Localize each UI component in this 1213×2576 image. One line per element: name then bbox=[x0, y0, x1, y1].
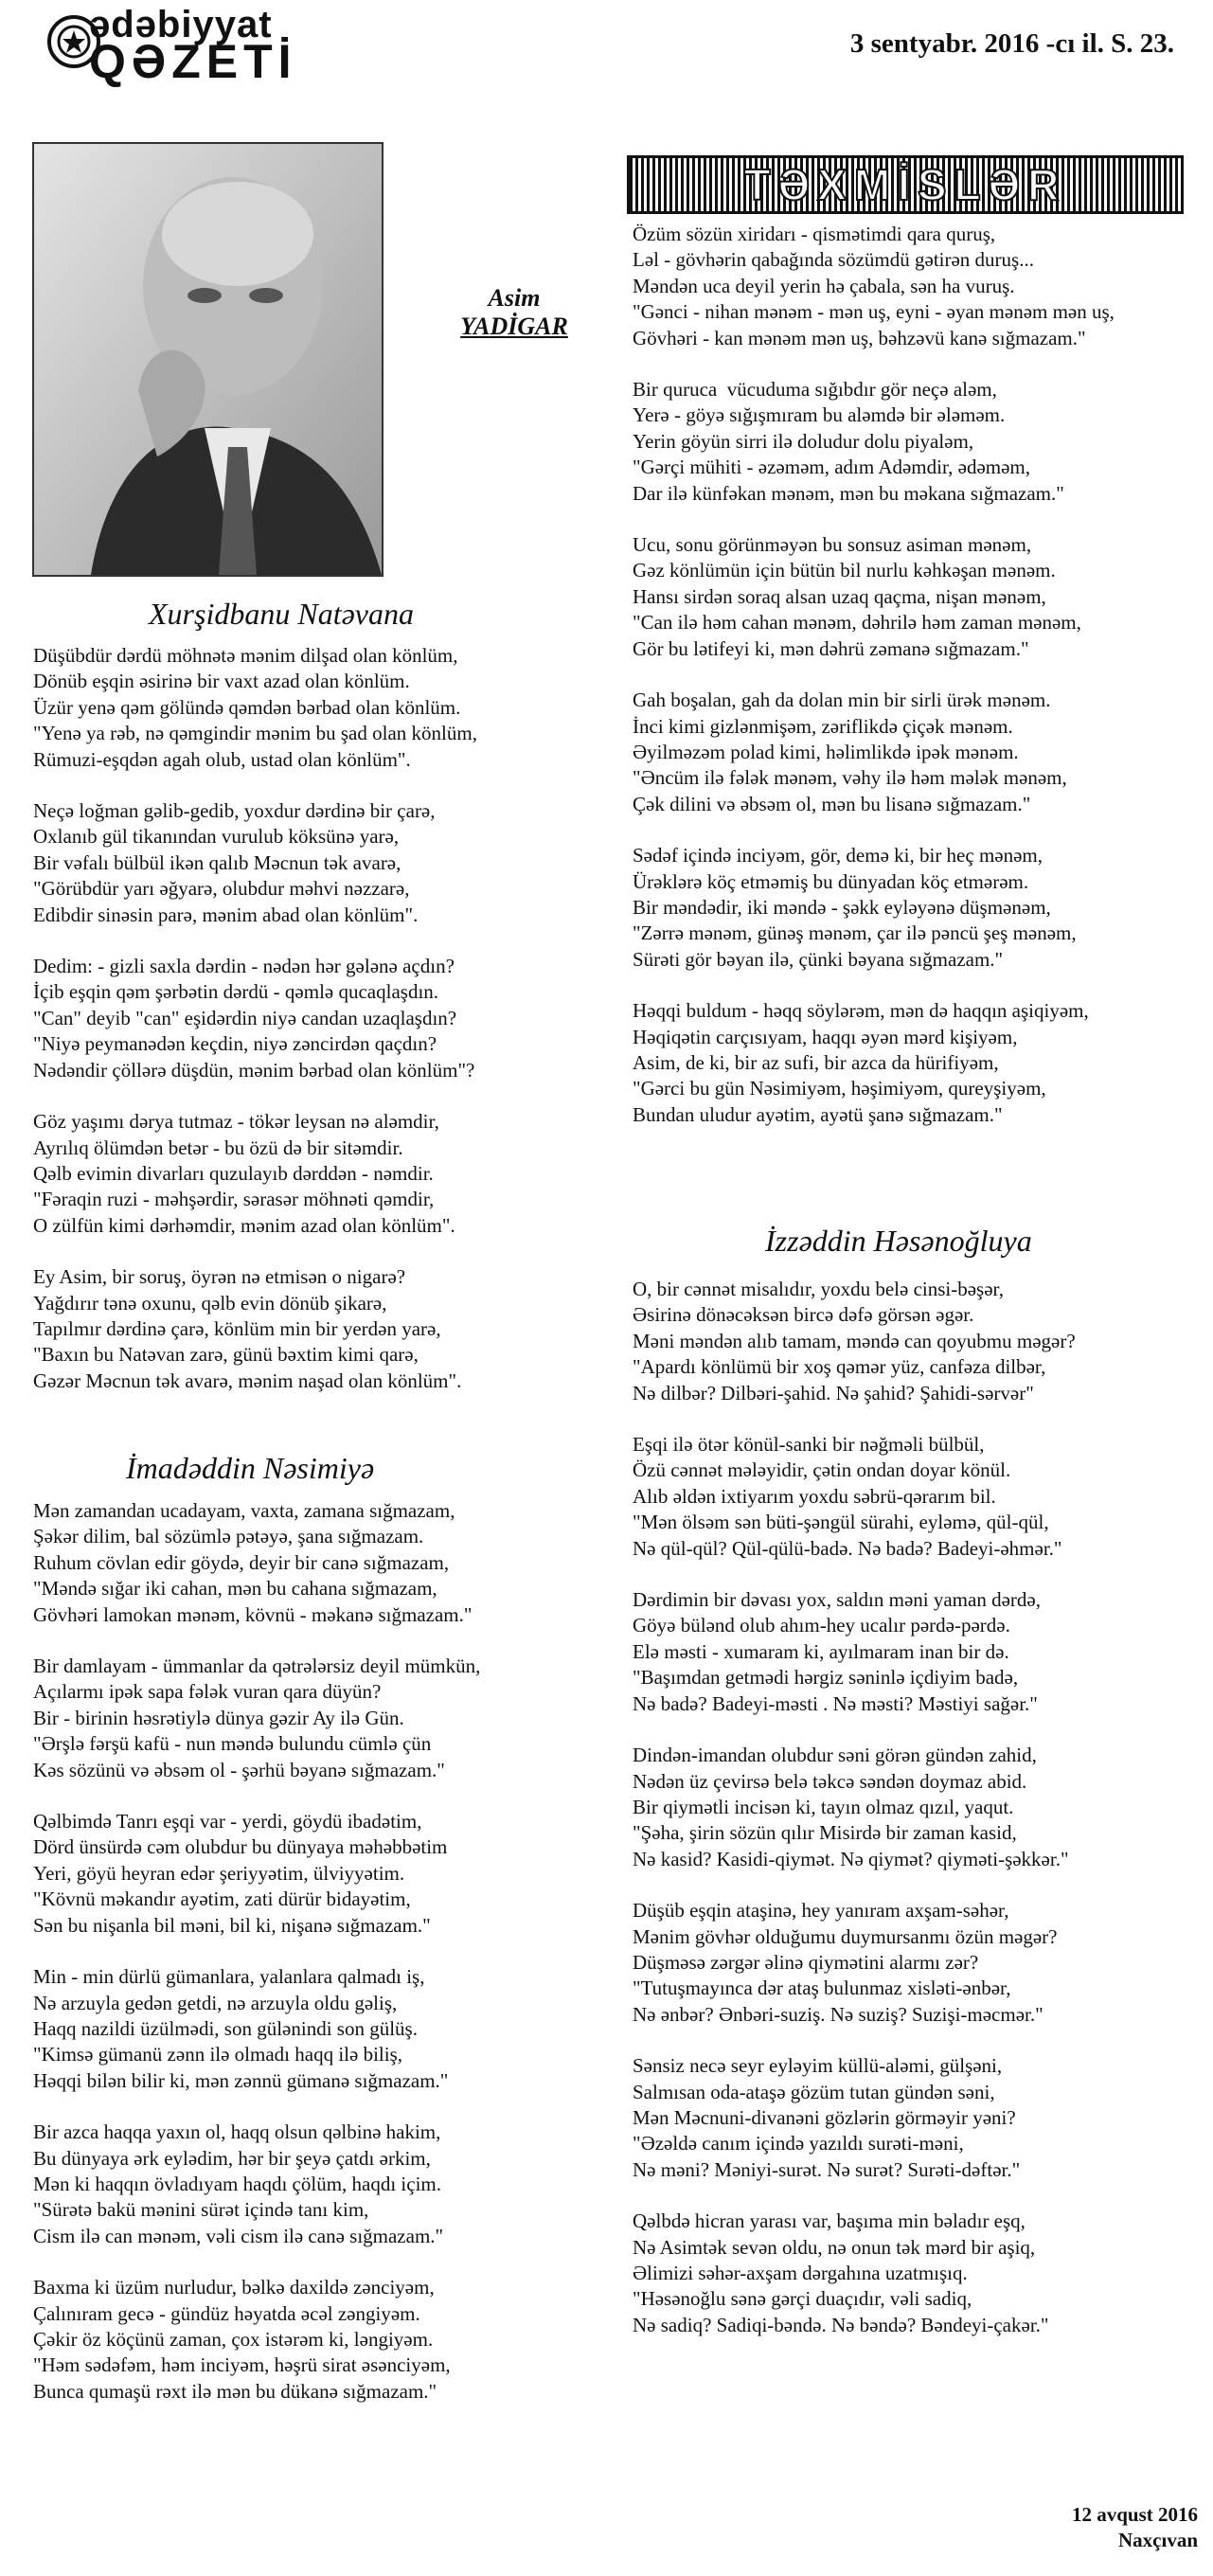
stanza bbox=[33, 1498, 480, 1628]
poem-line: "Sürətə bakü mənini sürət içində tanı kim, bbox=[33, 2198, 369, 2222]
poem-line: Eşqi ilə ötər könül-sanki bir nəğməli bülbül, bbox=[633, 1433, 985, 1457]
poem-line: Əlimizi səhər-axşam dərgahına uzatmışıq. bbox=[633, 2262, 968, 2284]
poem-line: Bir azca haqqa yaxın ol, haqq olsun qəlbinə hakim, bbox=[33, 2120, 441, 2144]
poem-line: Nə məni? Məniyi-surət. Nə surət? Surəti-dəftər." bbox=[633, 2157, 1021, 2181]
poem-line: Mən Məcnuni-divanəni gözlərin görməyir yəni? bbox=[633, 2105, 1016, 2129]
poem-line: Həqqi bilən bilir ki, mən zənnü gümanə sığmazam." bbox=[33, 2068, 449, 2092]
issue-dateline: 3 sentyabr. 2016 -cı il. S. 23. bbox=[849, 28, 1174, 59]
poem-line: Edibdir sinəsin parə, mənim abad olan könlüm". bbox=[33, 903, 419, 926]
poem-line: Bundan uludur ayətim, ayətü şanə sığmazam." bbox=[633, 1102, 1003, 1126]
poem-line: Cism ilə can mənəm, vəli cism ilə canə sığmazam." bbox=[33, 2224, 444, 2247]
poem-line: Əsirinə dönəcəksən bircə dəfə görsən əgər. bbox=[633, 1303, 974, 1327]
poem-line: Ləl - gövhərin qabağında sözümdü gətirən duruş... bbox=[633, 248, 1034, 272]
poem-line: Yerə - göyə sığışmıram bu aləmdə bir ələməm. bbox=[633, 403, 1006, 427]
stanza-gap bbox=[633, 2183, 1076, 2209]
poem-line: Nə kasid? Kasidi-qiymət. Nə qiymət? qiyməti-şəkkər." bbox=[633, 1847, 1069, 1870]
stanza bbox=[33, 954, 477, 1083]
poem-line: Min - min dürlü gümanlara, yalanlara qalmadı iş, bbox=[33, 1965, 425, 1989]
stanza bbox=[633, 843, 1115, 973]
poem-line: Haqq nazildi üzülmədi, son gülənindi son gülüş. bbox=[33, 2016, 418, 2040]
author-first-name: Asim bbox=[488, 284, 541, 312]
section-banner bbox=[627, 155, 1184, 214]
poem-line: "Kimsə gümanü zənn ilə olmadı haqq ilə biliş, bbox=[33, 2043, 402, 2066]
poem-line: "Əzəldə canım içində yazıldı surəti-məni, bbox=[633, 2132, 964, 2156]
poem-line: Nə Asimtək sevən oldu, nə onun tək mərd bir aşiq, bbox=[633, 2235, 1036, 2259]
stanza bbox=[633, 1432, 1076, 1562]
poem-line: "Can ilə həm cahan mənəm, dəhrilə həm zaman mənəm, bbox=[633, 611, 1081, 635]
stanza bbox=[33, 643, 477, 773]
poem-line: Göz yaşımı dərya tutmaz - tökər leysan nə aləmdir, bbox=[33, 1110, 439, 1134]
stanza-gap bbox=[33, 2249, 480, 2275]
poem-line: Qəlbimdə Tanrı eşqi var - yerdi, göydü ibadətim, bbox=[33, 1810, 422, 1834]
stanza bbox=[33, 2275, 480, 2405]
poem-line: "Gərçi mühiti - əzəməm, adım Adəmdir, ədəməm, bbox=[633, 456, 1031, 479]
stanza-gap bbox=[33, 1628, 480, 1654]
stanza-gap bbox=[33, 773, 477, 798]
poem-line: Gah boşalan, gah da dolan min bir sirli ürək mənəm. bbox=[633, 689, 1051, 712]
poem-line: "Fəraqin ruzi - məhşərdir, sərasər möhnəti qəmdir, bbox=[33, 1188, 435, 1211]
author-last-name: YADİGAR bbox=[460, 313, 568, 340]
stanza-gap bbox=[33, 928, 477, 954]
author-photo bbox=[32, 142, 384, 577]
poem-line: Ayrılıq ölümdən betər - bu özü də bir sitəmdir. bbox=[33, 1136, 403, 1159]
poem-line: Gəzər Məcnun tək avarə, mənim naşad olan könlüm". bbox=[33, 1368, 462, 1392]
poem-line: Tapılmır dərdinə çarə, könlüm min bir yerdən yarə, bbox=[33, 1316, 441, 1340]
stanza bbox=[633, 688, 1115, 817]
poem-line: Nədəndir çöllərə düşdün, mənim bərbad olan könlüm"? bbox=[33, 1058, 475, 1082]
poem-line: Hansı sirdən soraq alsan uzaq qaçma, nişan mənəm, bbox=[633, 584, 1046, 608]
poem-line: Mən ki haqqın övladıyam haqdı çölüm, haqdı içim. bbox=[33, 2172, 442, 2195]
poem-line: Nə sadiq? Sadiqi-bəndə. Nə bəndə? Bəndeyi-çakər." bbox=[633, 2313, 1049, 2336]
stanza bbox=[33, 1264, 477, 1394]
closing-place: Naxçıvan bbox=[1118, 2529, 1198, 2551]
poem-line: Neçə loğman gəlib-gedib, yoxdur dərdinə bir çarə, bbox=[33, 799, 436, 823]
poem-title-hesenoglu: İzzəddin Həsənoğluya bbox=[765, 1224, 1032, 1258]
poem-line: Məndən uca deyil yerin hə çabala, sən ha vuruş. bbox=[633, 274, 1015, 297]
poem-line: Dərdimin bir dəvası yox, saldın məni yaman dərdə, bbox=[633, 1588, 1041, 1612]
poem-line: Bir - birinin həsrətiylə dünya gəzir Ay ilə Gün. bbox=[33, 1706, 404, 1729]
poem-hesenoglu bbox=[633, 1277, 1076, 2338]
masthead bbox=[45, 4, 367, 88]
poem-line: Oxlanıb gül tikanından vurulub köksünə yarə, bbox=[33, 825, 400, 849]
stanza-gap bbox=[633, 2028, 1076, 2053]
poem-line: "Yenə ya rəb, nə qəmgindir mənim bu şad olan könlüm, bbox=[33, 722, 477, 745]
poem-line: Nə arzuyla gedən getdi, nə arzuyla oldu gəliş, bbox=[33, 1991, 398, 2014]
poem-line: İçib eşqin qəm şərbətin dərdü - qəmlə qucaqlaşdın. bbox=[33, 980, 439, 1004]
poem-line: Bu dünyaya ərk eylədim, hər bir şeyə çatdı ərkim, bbox=[33, 2146, 431, 2170]
poem-line: Bir vəfalı bülbül ikən qalıb Məcnun tək avarə, bbox=[33, 850, 401, 874]
poem-line: Sədəf içində inciyəm, gör, demə ki, bir heç mənəm, bbox=[633, 844, 1044, 868]
poem-line: Dönüb eşqin əsirinə bir vaxt azad olan könlüm. bbox=[33, 670, 410, 693]
poem-line: Çək dilini və əbsəm ol, mən bu lisanə sığmazam." bbox=[633, 792, 1031, 815]
poem-line: Şəkər dilim, bal sözümlə pətəyə, şana sığmazam. bbox=[33, 1525, 424, 1548]
poem-line: "Can" deyib "can" eşidərdin niyə candan uzaqlaşdın? bbox=[33, 1006, 457, 1029]
stanza-gap bbox=[633, 817, 1115, 843]
poem-line: Qəlb evimin divarları quzulayıb dərddən - nəmdir. bbox=[33, 1161, 434, 1185]
stanza bbox=[633, 1898, 1076, 2028]
section-title: TƏXMİSLƏR bbox=[743, 160, 1067, 209]
poem-line: Düşüb eşqin ataşinə, hey yanıram axşam-səhər, bbox=[633, 1899, 1009, 1923]
poem-line: Sənsiz necə seyr eyləyim küllü-aləmi, gülşəni, bbox=[633, 2054, 1003, 2078]
poem-line: "Gənci - nihan mənəm - mən uş, eyni - əyan mənəm mən uş, bbox=[633, 300, 1115, 324]
poem-line: Nə dilbər? Dilbəri-şahid. Nə şahid? Şahidi-sərvər" bbox=[633, 1381, 1034, 1404]
poem-line: Elə məsti - xumaram ki, ayılmaram inan bir də. bbox=[633, 1639, 1009, 1663]
poem-line: Sən bu nişanla bil məni, bil ki, nişanə sığmazam." bbox=[33, 1913, 431, 1937]
poem-line: "Başımdan getmədi hərgiz səninlə içdiyim badə, bbox=[633, 1666, 1019, 1690]
poem-line: "Ərşlə fərşü kafü - nun məndə bulundu cümlə çün bbox=[33, 1732, 432, 1756]
poem-title-natevan: Xurşidbanu Natəvana bbox=[149, 597, 414, 631]
stanza-gap bbox=[633, 1406, 1076, 1432]
poem-line: "Niyə peymanədən keçdin, niyə zəncirdən qaçdın? bbox=[33, 1032, 437, 1056]
poem-line: Düşübdür dərdü möhnətə mənim dilşad olan könlüm, bbox=[33, 644, 458, 667]
stanza bbox=[633, 2053, 1076, 2183]
stanza bbox=[633, 1743, 1076, 1872]
stanza bbox=[633, 2209, 1076, 2338]
poem-line: "Həm sədəfəm, həm inciyəm, həşrü sirat əsənciyəm, bbox=[33, 2353, 451, 2377]
stanza-gap bbox=[633, 507, 1115, 532]
poem-line: "Mən ölsəm sən büti-şəngül sürahi, eyləmə, qül-qül, bbox=[633, 1511, 1049, 1534]
poem-line: Nə qül-qül? Qül-qülü-badə. Nə badə? Badeyi-əhmər." bbox=[633, 1536, 1062, 1560]
poem-line: Dar ilə künfəkan mənəm, mən bu məkana sığmazam." bbox=[633, 481, 1064, 505]
poem-line: Gövhəri lamokan mənəm, kövnü - məkanə sığmazam." bbox=[33, 1602, 473, 1626]
poem-line: Yağdırır tənə oxunu, qəlb evin dönüb şikarə, bbox=[33, 1291, 387, 1315]
poem-line: Kəs sözünü və əbsəm ol - şərhü bəyanə sığmazam." bbox=[33, 1758, 445, 1781]
stanza-gap bbox=[633, 351, 1115, 377]
poem-line: Üzür yenə qəm gölündə qəmdən bərbad olan könlüm. bbox=[33, 695, 461, 719]
poem-line: Nə ənbər? Ənbəri-suziş. Nə suziş? Suzişi-məcmər." bbox=[633, 2002, 1044, 2026]
poem-line: Nədən üz çevirsə belə təkcə səndən doymaz abid. bbox=[633, 1769, 1027, 1793]
poem-line: Salmısan oda-ataşə gözüm tutan gündən səni, bbox=[633, 2080, 995, 2103]
stanza bbox=[633, 222, 1115, 351]
stanza-gap bbox=[633, 973, 1115, 998]
poem-line: Bir damlayam - ümmanlar da qətrələrsiz deyil mümkün, bbox=[33, 1655, 481, 1678]
poem-line: Gəz könlümün için bütün bil nurlu kəhkəşan mənəm. bbox=[633, 559, 1056, 582]
poem-line: Ruhum cövlan edir göydə, deyir bir canə sığmazam, bbox=[33, 1550, 450, 1574]
stanza-gap bbox=[633, 1872, 1076, 1898]
stanza bbox=[33, 1109, 477, 1239]
poem-line: Əyilməzəm polad kimi, həlimlikdə ipək mənəm. bbox=[633, 740, 1019, 763]
poem-line: Bir qiymətli incisən ki, tayın olmaz qızıl, yaqut. bbox=[633, 1795, 1014, 1818]
stanza bbox=[633, 1587, 1076, 1717]
poem-nesimi bbox=[33, 1498, 480, 2405]
stanza-gap bbox=[33, 1239, 477, 1264]
stanza-gap bbox=[633, 1717, 1076, 1743]
poem-line: "Apardı könlümü bir xoş qəmər yüz, canfəza dilbər, bbox=[633, 1355, 1046, 1379]
stanza bbox=[33, 1809, 480, 1939]
poem-line: Sürəti gör bəyan ilə, çünki bəyana sığmazam." bbox=[633, 947, 1004, 971]
poem-line: "Baxın bu Natəvan zarə, günü bəxtim kimi qarə, bbox=[33, 1343, 419, 1367]
stanza bbox=[633, 377, 1115, 507]
poem-line: Həqqi buldum - həqq söylərəm, mən də haqqın aşiqiyəm, bbox=[633, 999, 1089, 1023]
poem-line: "Məndə sığar iki cahan, mən bu cahana sığmazam, bbox=[33, 1577, 437, 1601]
poem-line: "Gərci bu gün Nəsimiyəm, həşimiyəm, qureyşiyəm, bbox=[633, 1077, 1046, 1100]
stanza-gap bbox=[633, 1562, 1076, 1587]
stanza-gap bbox=[33, 1083, 477, 1109]
poem-line: Ucu, sonu görünməyən bu sonsuz asiman mənəm, bbox=[633, 533, 1032, 557]
stanza-gap bbox=[633, 662, 1115, 688]
closing-date: 12 avqust 2016 bbox=[1071, 2503, 1198, 2526]
poem-natevan bbox=[33, 643, 477, 1394]
poem-line: Nə badə? Badeyi-məsti . Nə məsti? Məstiyi sağər." bbox=[633, 1691, 1038, 1715]
poem-line: Bunca qumaşü rəxt ilə mən bu dükanə sığmazam." bbox=[33, 2379, 437, 2403]
stanza-gap bbox=[33, 1939, 480, 1964]
poem-line: Qəlbdə hicran yarası var, başıma min bəladır eşq, bbox=[633, 2209, 1026, 2233]
poem-line: Gövhəri - kan mənəm mən uş, bəhzəvü kanə sığmazam." bbox=[633, 326, 1086, 349]
poem-line: "Əncüm ilə fələk mənəm, vəhy ilə həm mələk mənəm, bbox=[633, 766, 1067, 790]
poem-line: "Şəha, şirin sözün qılır Misirdə bir zaman kasid, bbox=[633, 1821, 1017, 1845]
poem-line: Məni məndən alıb tamam, məndə can qoyubmu məgər? bbox=[633, 1329, 1076, 1352]
poem-line: Düşməsə zərgər əlinə qiymətini alarmı zər? bbox=[633, 1950, 979, 1974]
poem-title-nesimi: İmadəddin Nəsimiyə bbox=[126, 1451, 375, 1485]
masthead-line1: ədəbiyyat bbox=[89, 4, 273, 45]
poem-line: "Tutuşmayınca dər ataş bulunmaz xisləti-ənbər, bbox=[633, 1977, 1011, 2000]
author-name bbox=[453, 284, 576, 341]
stanza bbox=[33, 798, 477, 928]
poem-line: Bir məndədir, iki məndə - şəkk eyləyənə düşmənəm, bbox=[633, 895, 1051, 919]
poem-line: Baxma ki üzüm nurludur, bəlkə daxildə zənciyəm, bbox=[33, 2276, 435, 2299]
poem-line: Həqiqətin carçısıyam, haqqı əyən mərd kişiyəm, bbox=[633, 1025, 1018, 1048]
poem-line: Bir quruca vücuduma sığıbdır gör neçə aləm, bbox=[633, 378, 997, 402]
masthead-line2: QƏZETİ bbox=[89, 35, 297, 88]
poem-line: O, bir cənnət misalıdır, yoxdu belə cinsi-bəşər, bbox=[633, 1278, 1004, 1300]
stanza bbox=[633, 998, 1115, 1128]
stanza bbox=[33, 2120, 480, 2249]
poem-line: Rümuzi-eşqdən agah olub, ustad olan könlüm". bbox=[33, 747, 411, 771]
poem-line: Çalınıram gecə - gündüz həyatda əcəl zəngiyəm. bbox=[33, 2301, 420, 2325]
poem-nesimi-continued bbox=[633, 222, 1115, 1128]
poem-line: Dedim: - gizli saxla dərdin - nədən hər gələnə açdın? bbox=[33, 955, 455, 978]
poem-line: Çəkir öz köçünü zaman, çox istərəm ki, ləngiyəm. bbox=[33, 2327, 434, 2351]
poem-line: Ürəklərə köç etməmiş bu dünyadan köç etmərəm. bbox=[633, 869, 1029, 893]
poem-line: Alıb əldən ixtiyarım yoxdu səbrü-qərarım bil. bbox=[633, 1484, 996, 1508]
poem-line: "Zərrə mənəm, günəş mənəm, çar ilə pəncü şeş mənəm, bbox=[633, 921, 1077, 945]
stanza bbox=[633, 532, 1115, 662]
stanza bbox=[633, 1277, 1076, 1406]
poem-line: "Kövnü məkandır ayətim, zati dürür bidayətim, bbox=[33, 1887, 411, 1911]
poem-line: Mənim gövhər olduğumu duymursanmı özün məgər? bbox=[633, 1924, 1058, 1948]
stanza-gap bbox=[33, 1783, 480, 1809]
poem-line: Yeri, göyü heyran edər şeriyyətim, ülviyyətim. bbox=[33, 1861, 405, 1885]
poem-line: "Görübdür yarı əğyarə, olubdur məhvi nəzzarə, bbox=[33, 877, 410, 901]
poem-line: Asim, de ki, bir az sufi, bir azca da hürifiyəm, bbox=[633, 1050, 999, 1074]
poem-line: O zülfün kimi dərhəmdir, mənim azad olan könlüm". bbox=[33, 1213, 455, 1237]
poem-line: "Həsənoğlu sənə gərçi duaçıdır, vəli sadiq, bbox=[633, 2287, 972, 2311]
poem-line: Yerin göyün sirri ilə doludur dolu piyaləm, bbox=[633, 429, 974, 453]
poem-line: Dindən-imandan olubdur səni görən gündən zahid, bbox=[633, 1744, 1037, 1767]
poem-line: Gör bu lətifeyi ki, mən dəhrü zəmanə sığmazam." bbox=[633, 636, 1029, 660]
stanza bbox=[33, 1964, 480, 2094]
closing-dateline bbox=[1027, 2502, 1198, 2553]
poem-line: Mən zamandan ucadayam, vaxta, zamana sığmazam, bbox=[33, 1499, 455, 1522]
poem-line: Açılarmı ipək sapa fələk vuran qara düyün? bbox=[33, 1680, 382, 1704]
poem-line: Dörd ünsürdə cəm olubdur bu dünyaya məhəbbətim bbox=[33, 1835, 448, 1859]
poem-line: Özü cənnət mələyidir, çətin ondan doyar könül. bbox=[633, 1458, 1011, 1482]
poem-line: İnci kimi gizlənmişəm, zəriflikdə çiçək mənəm. bbox=[633, 714, 1013, 738]
poem-line: Özüm sözün xiridarı - qismətimdi qara quruş, bbox=[633, 223, 996, 245]
stanza bbox=[33, 1654, 480, 1783]
stanza-gap bbox=[33, 2094, 480, 2120]
poem-line: Ey Asim, bir soruş, öyrən nə etmisən o nigarə? bbox=[33, 1265, 406, 1289]
poem-line: Göyə bülənd olub ahım-hey ucalır pərdə-pərdə. bbox=[633, 1614, 1010, 1637]
